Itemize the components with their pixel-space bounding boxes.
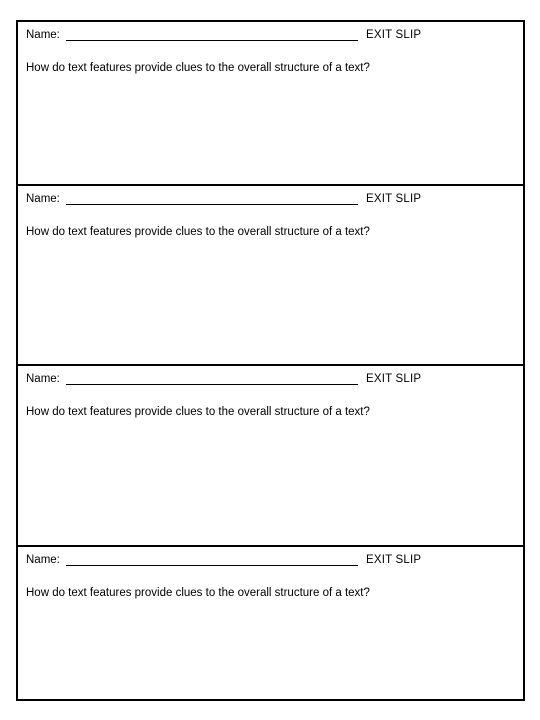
name-label: Name: — [26, 373, 60, 385]
question-text: How do text features provide clues to the overall structure of a text? — [26, 406, 370, 418]
question-text: How do text features provide clues to the overall structure of a text? — [26, 62, 370, 74]
slip-header — [26, 191, 516, 207]
slip-header — [26, 27, 516, 43]
name-blank-line — [66, 565, 358, 566]
exit-slip-2 — [16, 184, 525, 366]
name-label: Name: — [26, 193, 60, 205]
question-text: How do text features provide clues to the overall structure of a text? — [26, 587, 370, 599]
name-blank-line — [66, 40, 358, 41]
name-label: Name: — [26, 29, 60, 41]
exit-slip-label: EXIT SLIP — [366, 373, 422, 385]
exit-slip-label: EXIT SLIP — [366, 29, 422, 41]
exit-slip-label: EXIT SLIP — [366, 554, 422, 566]
name-blank-line — [66, 384, 358, 385]
question-text: How do text features provide clues to the overall structure of a text? — [26, 226, 370, 238]
exit-slip-1 — [16, 20, 525, 186]
exit-slip-4 — [16, 545, 525, 701]
slip-header — [26, 371, 516, 387]
exit-slip-label: EXIT SLIP — [366, 193, 422, 205]
name-blank-line — [66, 204, 358, 205]
exit-slip-3 — [16, 364, 525, 547]
slip-header — [26, 552, 516, 568]
exit-slip-sheet — [16, 20, 525, 701]
name-label: Name: — [26, 554, 60, 566]
